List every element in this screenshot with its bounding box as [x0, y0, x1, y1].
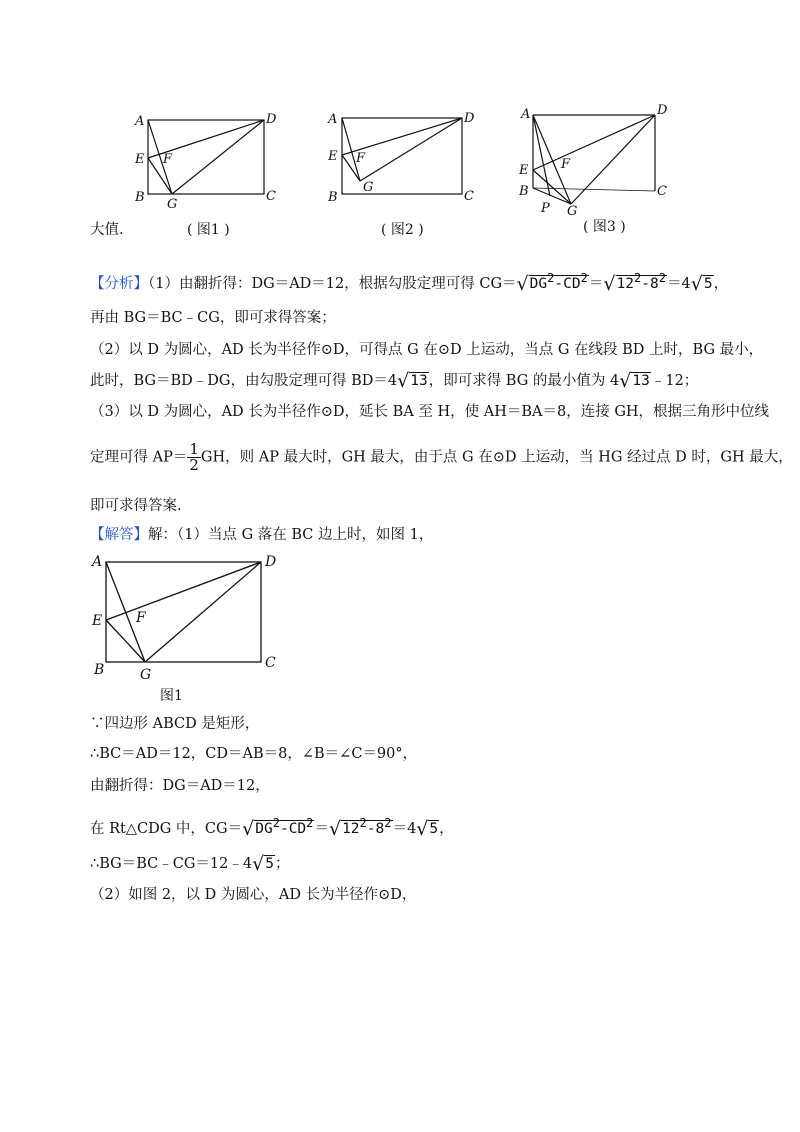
big-rectangle: [106, 562, 261, 662]
equals-3: ＝: [314, 820, 329, 837]
big-label-E: E: [92, 613, 103, 629]
rad1-a: DG: [529, 275, 548, 292]
solution-s5-d: ，: [439, 820, 454, 837]
fig2-label-D: D: [464, 111, 475, 126]
solution-line-4: 由翻折得：DG＝AD＝12，: [90, 778, 270, 794]
analysis-line-5: （3）以 D 为圆心，AD 长为半径作⊙D，延长 BA 至 H，使 AH＝BA＝8，连接 GH，根据三角形中位线: [90, 404, 770, 420]
fig3-label-B: B: [519, 184, 529, 199]
fig2-label-G: G: [363, 180, 374, 195]
big-label-D: D: [265, 554, 277, 570]
solution-line-3: ∴BC＝AD＝12，CD＝AB＝8，∠B＝∠C＝90°，: [90, 746, 418, 762]
analysis-p6-a: 定理可得 AP＝: [90, 449, 188, 466]
rad1-b: CD: [563, 275, 581, 292]
analysis-p1-b: DG＝AD＝12，根据勾股定理可得: [251, 275, 480, 292]
equals-4: ＝: [392, 820, 408, 837]
big-label-G: G: [140, 667, 152, 683]
solution-s6-c: ；: [274, 856, 290, 872]
big-segment-GD: [145, 562, 261, 662]
solution-s1: 解：（1）当点 G 落在 BC 边上时，如图 1，: [148, 527, 434, 543]
frac-num: 1: [189, 440, 199, 458]
radical-12-8-2: $√12^2-8^2$: [328, 816, 392, 840]
analysis-line-7: 即可求得答案.: [90, 498, 182, 514]
exp-1: 2: [547, 271, 555, 285]
big-label-F: F: [136, 610, 146, 626]
fig1-label-G: G: [167, 197, 178, 212]
big-label-B: B: [94, 662, 105, 678]
analysis-p4-e: ﹣12；: [650, 373, 699, 389]
analysis-p6-b: GH，则 AP 最大时，GH 最大，由于点 G 在⊙D 上运动，当 HG 经过点 D 时，GH 最大，: [200, 449, 793, 466]
fig1-label-D: D: [266, 112, 277, 127]
fig1-label-A: A: [135, 114, 145, 129]
minus-3: -: [279, 820, 289, 837]
exp-3: 2: [633, 271, 642, 285]
fig3-label-F: F: [561, 157, 571, 172]
fig1-label-B: B: [135, 190, 145, 205]
fig2-label-F: F: [356, 151, 366, 166]
fig2-label-B: B: [328, 190, 338, 205]
fig1-label-C: C: [266, 189, 276, 204]
equals-2: ＝: [667, 275, 682, 292]
analysis-p1-a: （1）由翻折得：: [148, 275, 252, 292]
analysis-p4-a: 此时，BG＝BD﹣DG，由勾股定理可得 BD＝4: [90, 373, 398, 389]
rad2-a: 12: [616, 275, 634, 292]
fig3-label-C: C: [657, 184, 667, 199]
rad1-a-2: DG: [255, 820, 273, 837]
solution-s5-a: 在 Rt△CDG 中，CG＝: [90, 820, 243, 837]
fig1-caption: ( 图1 ): [187, 222, 230, 238]
radical-13-b: √13: [619, 370, 650, 392]
radical-5: √5: [690, 272, 713, 295]
rad2-b: 8: [649, 275, 659, 292]
radical-dg-cd-2: $√DG^2-CD^2$: [242, 816, 314, 840]
exp-4: 2: [658, 271, 666, 285]
minus-1: -: [554, 275, 564, 292]
exp-7: 2: [359, 816, 367, 830]
minus-2: -: [641, 275, 650, 292]
minus-4: -: [366, 820, 376, 837]
big-segment-ED: [106, 562, 261, 620]
radical-5-c: √5: [252, 853, 274, 875]
solution-line-6: [90, 855, 289, 874]
exp-6: 2: [306, 816, 314, 830]
analysis-p1-f: ，: [713, 275, 729, 292]
radical-dg-cd: $√DG^2-CD^2$: [516, 271, 588, 295]
exp-2: 2: [580, 271, 588, 285]
fig3-caption: ( 图3 ): [583, 219, 626, 235]
coef-4: 4: [681, 275, 691, 292]
solution-tag: 【解答】: [90, 527, 148, 543]
big-label-A: A: [92, 554, 103, 570]
fig3-label-G: G: [567, 204, 578, 219]
rad2-b-2: 8: [375, 820, 385, 837]
fig3-label-E: E: [519, 163, 529, 178]
solution-line-7: （2）如图 2，以 D 为圆心，AD 长为半径作⊙D，: [90, 887, 417, 903]
coef-4-b: 4: [407, 820, 417, 837]
big-figure-caption: 图1: [160, 688, 183, 704]
radical-12-8: $√12^2-8^2$: [603, 271, 666, 295]
big-segment-EG: [106, 620, 145, 662]
fig3-label-P: P: [541, 201, 550, 216]
radical-13-a: √13: [397, 370, 428, 392]
solution-line-5: [90, 817, 454, 839]
analysis-p1-c: CG＝: [479, 275, 517, 292]
analysis-line-2: 再由 BG＝BC﹣CG，即可求得答案；: [90, 310, 336, 326]
analysis-tag: 【分析】: [90, 275, 148, 292]
fig2-label-C: C: [464, 189, 474, 204]
analysis-p4-c: ，即可求得 BG 的最小值为 4: [428, 373, 620, 389]
rad1-b-2: CD: [288, 820, 307, 837]
analysis-line-3: （2）以 D 为圆心，AD 长为半径作⊙D，可得点 G 在⊙D 上运动，当点 G 在线段 BD 上时，BG 最小，: [90, 342, 764, 358]
radical-5-b: √5: [416, 817, 439, 840]
solution-s6-a: ∴BG＝BC﹣CG＝12﹣4: [90, 856, 253, 872]
fig1-label-E: E: [135, 152, 145, 167]
frac-den: 2: [189, 456, 199, 474]
fig2-caption: ( 图2 ): [381, 222, 424, 238]
big-label-C: C: [265, 655, 276, 671]
exp-5: 2: [272, 816, 280, 830]
rad2-a-2: 12: [342, 820, 360, 837]
exp-8: 2: [384, 816, 392, 830]
intro-tail: 大值.: [90, 222, 124, 238]
equals-1: ＝: [588, 275, 604, 292]
fig3-label-D: D: [657, 103, 668, 118]
fig1-label-F: F: [163, 152, 173, 167]
fig2-label-E: E: [328, 149, 338, 164]
solution-line-2: ∵四边形 ABCD 是矩形，: [90, 716, 260, 732]
fig2-label-A: A: [328, 112, 338, 127]
fig3-label-A: A: [521, 107, 531, 122]
